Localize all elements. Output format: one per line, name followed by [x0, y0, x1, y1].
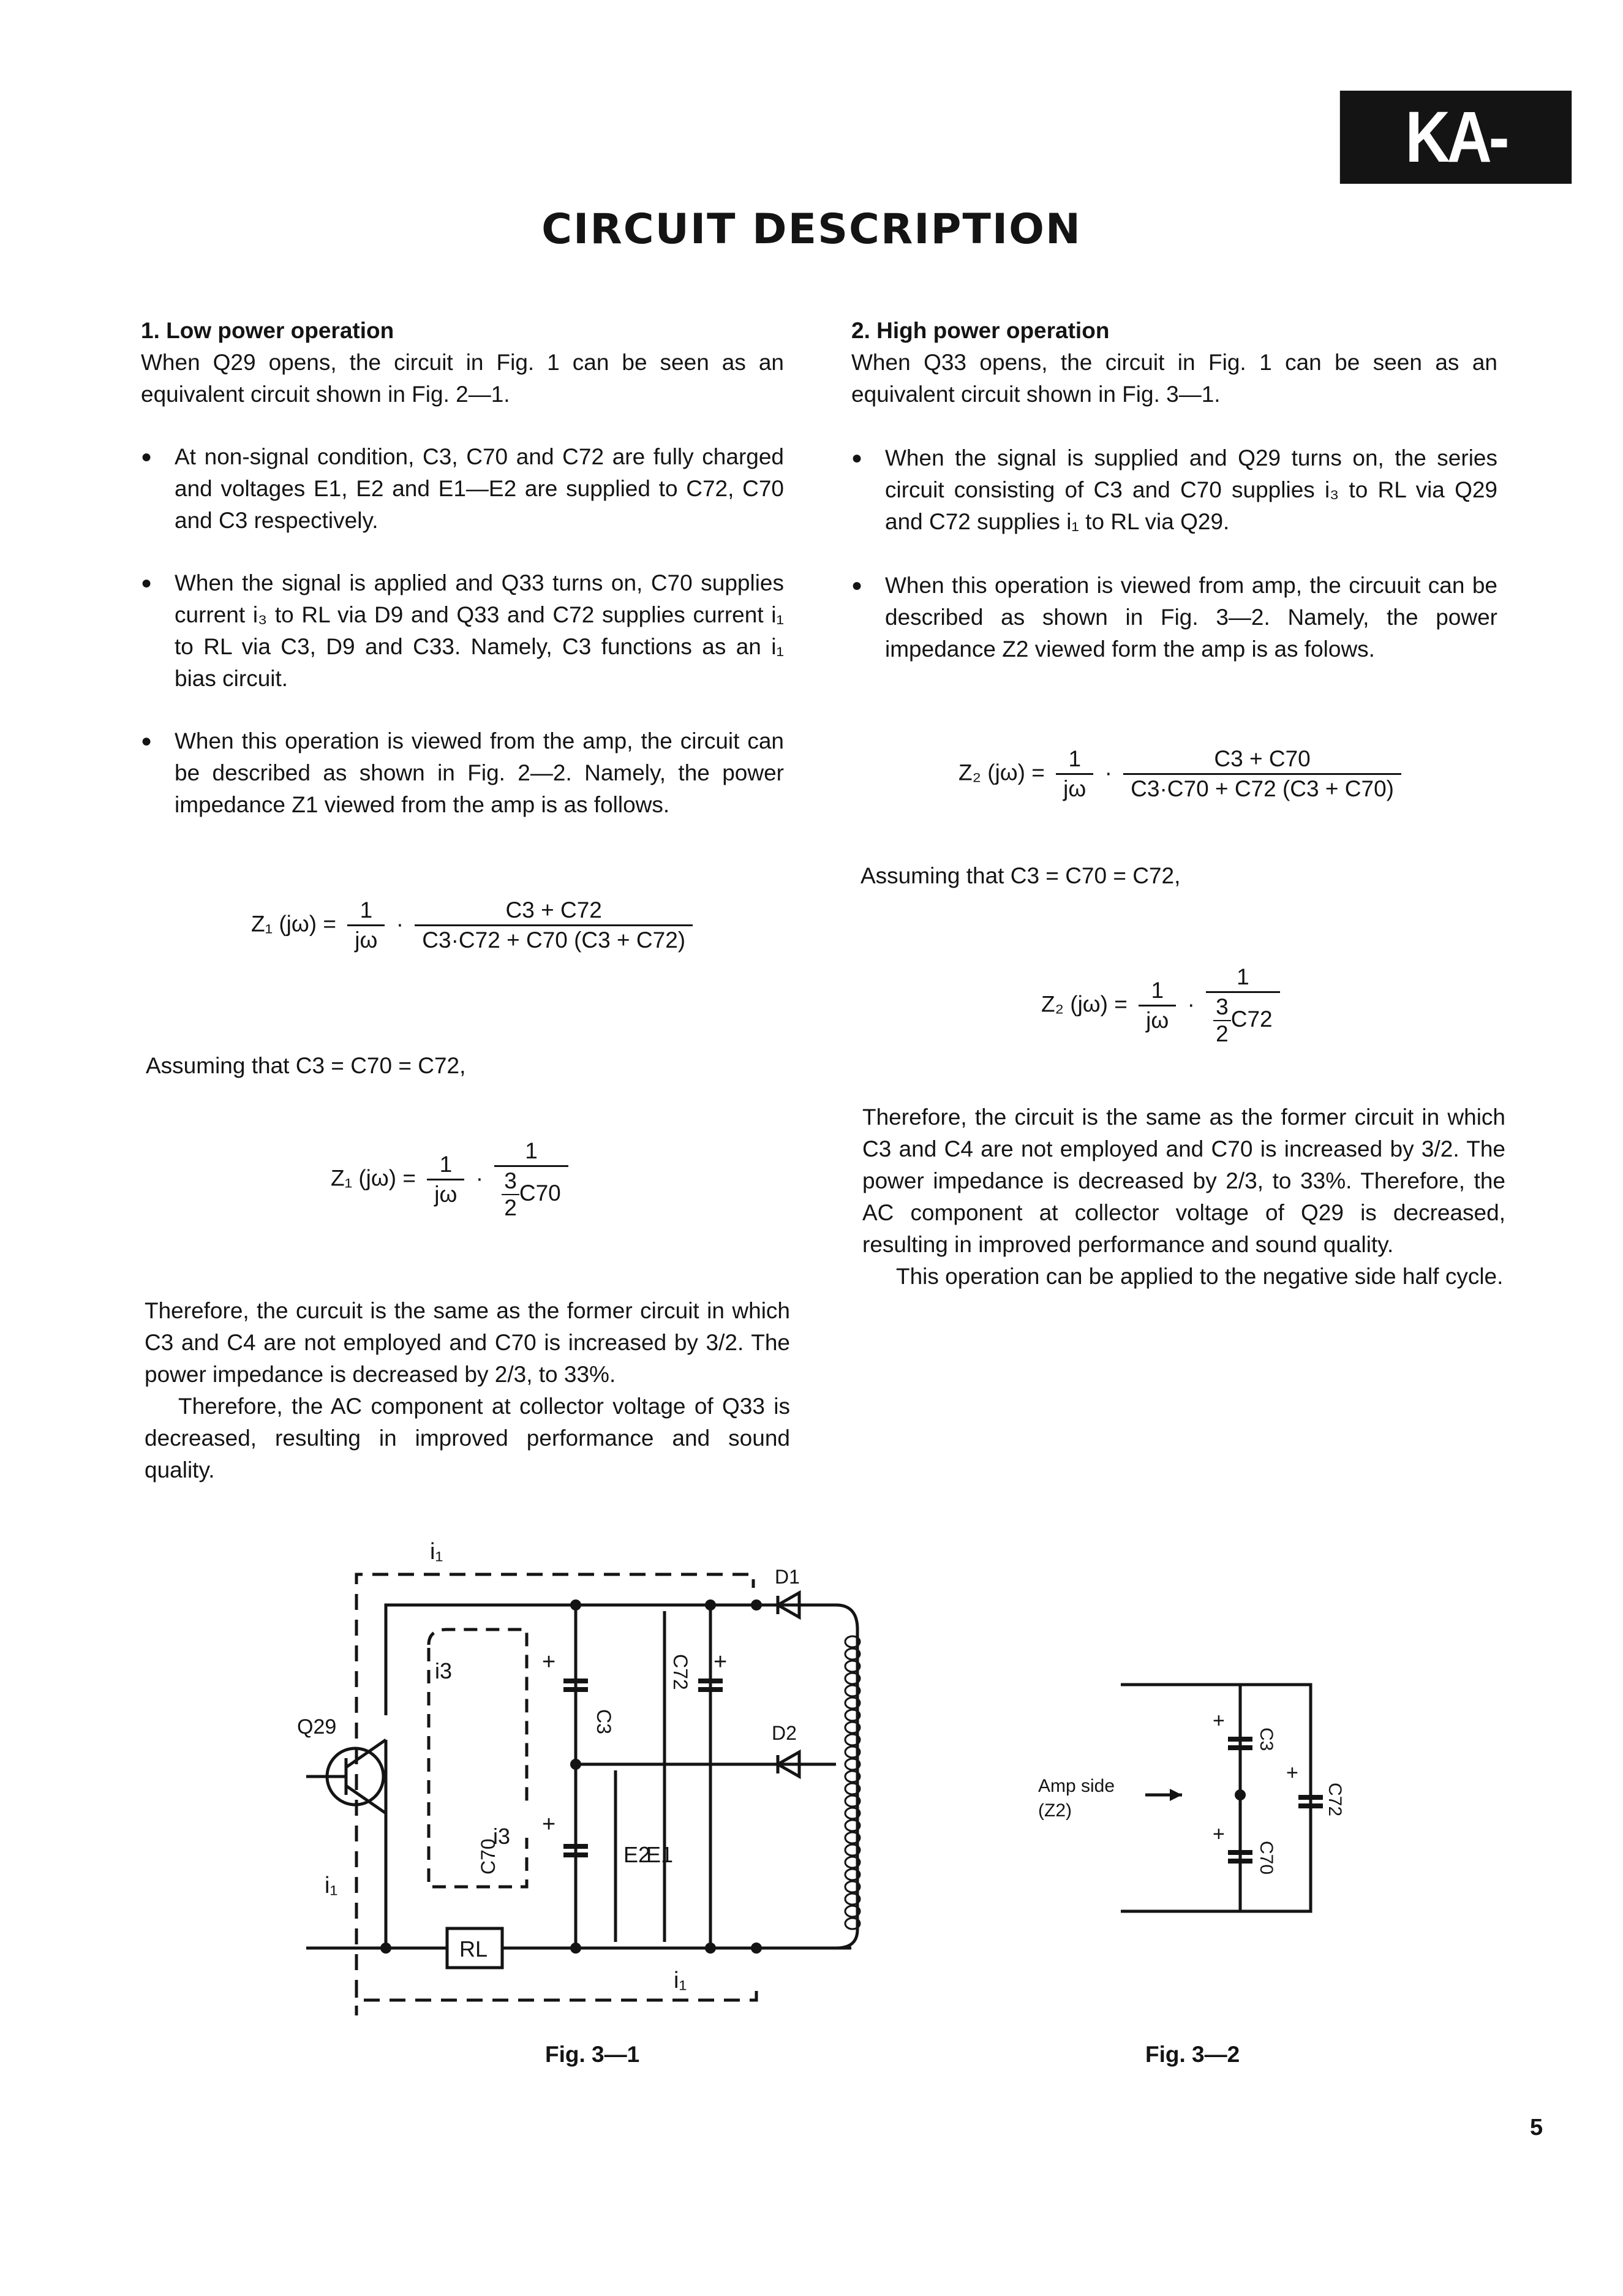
denominator: 2	[504, 1195, 517, 1220]
low-power-bullet-3	[141, 725, 784, 821]
low-power-bullet-2	[141, 567, 784, 695]
dot-operator: ·	[396, 911, 404, 937]
label-d2: D2	[772, 1722, 797, 1744]
c70-plate	[563, 1852, 588, 1857]
bullet-text: ● At non-signal condition, C3, C70 and C72 are fully charged and voltages E1, E2 and E1—E2 are supplied to C72, C70 and C3 respectively.	[141, 441, 784, 537]
formula-z1-simplified	[331, 1138, 759, 1221]
label-i1-top: i₁	[430, 1539, 443, 1565]
denominator: jω	[434, 1182, 458, 1207]
formula-lhs: Z₂ (jω) =	[958, 760, 1045, 785]
label-z2: (Z2)	[1038, 1800, 1072, 1821]
label-i1-left: i₁	[325, 1873, 338, 1898]
denominator	[1206, 993, 1279, 1047]
arrow-right-icon	[1170, 1789, 1182, 1801]
denominator: jω	[355, 927, 378, 953]
capacitor-var: C70	[519, 1180, 561, 1206]
low-power-bullet-1	[141, 441, 784, 537]
c3-plate	[563, 1679, 588, 1683]
numerator: 3	[1213, 994, 1231, 1021]
fraction-one-over-3-2-c	[494, 1138, 568, 1221]
conclusion-text-2: Therefore, the AC component at collector voltage of Q33 is decreased, resulting in improved performance and sound quality.	[145, 1394, 790, 1482]
denominator: jω	[1063, 776, 1086, 801]
denominator	[494, 1167, 568, 1221]
numerator: 3	[502, 1168, 519, 1195]
high-power-bullet-2	[851, 570, 1497, 665]
label-i3-mid: i3	[493, 1824, 511, 1849]
figure-3-2-schematic	[1029, 1666, 1347, 1924]
c3-plate	[563, 1687, 588, 1692]
three-halves	[1213, 994, 1231, 1047]
label-e2: E2	[623, 1842, 651, 1867]
assumption-text: Assuming that C3 = C70 = C72,	[146, 1053, 466, 1078]
fraction-1-over-jw	[347, 897, 385, 953]
fraction-1-over-jw	[427, 1152, 464, 1207]
bullet-text: ● When the signal is supplied and Q29 turns on, the series circuit consisting of C3 and C70 supplies i₃ to RL via Q29 and C72 supplies i₁ to RL via Q29.	[851, 442, 1497, 538]
plus-c3: +	[542, 1649, 556, 1675]
capacitor-var: C72	[1230, 1006, 1273, 1032]
wire-top	[386, 1605, 836, 1715]
conclusion-text: Therefore, the curcuit is the same as the former circuit in which C3 and C4 are not employed and C70 is increased by 3/2. The power impedance is decreased by 2/3, to 33%.	[145, 1298, 790, 1387]
formula-lhs: Z₂ (jω) =	[1041, 991, 1128, 1017]
high-power-bullet-1	[851, 442, 1497, 538]
fraction-one-over-3-2-c	[1206, 964, 1279, 1047]
denominator: 2	[1216, 1021, 1229, 1046]
label-amp-side: Amp side	[1038, 1776, 1115, 1796]
denominator: jω	[1146, 1008, 1169, 1033]
numerator: 1	[427, 1152, 464, 1180]
denominator: C3·C72 + C70 (C3 + C72)	[422, 927, 686, 953]
plus-c72: +	[1286, 1761, 1298, 1784]
i3-dashed-path-top	[429, 1629, 527, 1801]
formula-z1-general	[251, 897, 802, 953]
dot-operator: ·	[475, 1165, 484, 1191]
label-e1: E1	[646, 1842, 674, 1867]
numerator: 1	[1206, 964, 1279, 993]
plus-c72: +	[714, 1649, 728, 1675]
plus-c3: +	[1213, 1709, 1225, 1732]
left-assumption	[146, 1050, 758, 1082]
model-badge: KA-1100SD	[1340, 91, 1572, 184]
label-i1-bottom: i₁	[674, 1968, 687, 1993]
label-c3: C3	[1256, 1728, 1276, 1751]
i1-dashed-path-bottom	[356, 1982, 756, 2000]
right-conclusion	[862, 1101, 1505, 1293]
assumption-text: Assuming that C3 = C70 = C72,	[860, 863, 1181, 888]
right-assumption	[860, 860, 1473, 892]
dot-operator: ·	[1187, 991, 1195, 1017]
left-conclusion	[145, 1295, 790, 1486]
figure-3-1-caption: Fig. 3—1	[545, 2042, 640, 2067]
bullet-text: ● When this operation is viewed from amp, the circuuit can be described as shown in Fig. 3—2. Namely, the power impedance Z2 viewed form the amp is as folows.	[851, 570, 1497, 665]
bullet-text: ● When this operation is viewed from the amp, the circuit can be described as shown in Fig. 2—2. Namely, the power impedance Z1 viewed from the amp is as follows.	[141, 725, 784, 821]
fraction-1-over-jw	[1139, 978, 1176, 1033]
capacitor-symbols	[563, 1679, 723, 1857]
formula-lhs: Z₁ (jω) =	[251, 911, 337, 937]
numerator: 1	[1056, 746, 1093, 775]
figure-3-2-caption: Fig. 3—2	[1145, 2042, 1240, 2067]
plus-c70: +	[1213, 1822, 1225, 1846]
conclusion-text: Therefore, the circuit is the same as the former circuit in which C3 and C4 are not employed and C70 is increased by 3/2. The power impedance is decreased by 2/3, to 33%. Therefore, the AC component at collector voltage of Q29 is decreased, resulting in improved performance and sound quality.	[862, 1105, 1505, 1257]
denominator: C3·C70 + C72 (C3 + C70)	[1131, 776, 1394, 801]
label-c70: C70	[1256, 1841, 1276, 1875]
bullet-text: ● When the signal is applied and Q33 turns on, C70 supplies current i₃ to RL via D9 and Q33 and C72 supplies current i₁ to RL via C3, D9 and C33. Namely, C3 functions as an i₁ bias circuit.	[141, 567, 784, 695]
label-q29: Q29	[297, 1715, 337, 1739]
section-heading-high-power: 2. High power operation	[851, 318, 1110, 343]
conclusion-text-2: This operation can be applied to the negative side half cycle.	[896, 1264, 1504, 1289]
figure-3-1-schematic	[288, 1531, 876, 2015]
label-c72: C72	[1325, 1783, 1345, 1817]
numerator: 1	[494, 1138, 568, 1167]
junction-dots	[380, 1599, 762, 1954]
fraction-capacitance	[415, 897, 693, 953]
label-c3: C3	[593, 1709, 615, 1734]
high-power-intro: When Q33 opens, the circuit in Fig. 1 can be seen as an equivalent circuit shown in Fig. 3—1.	[851, 350, 1497, 407]
dot-operator: ·	[1104, 760, 1112, 785]
numerator: C3 + C72	[415, 897, 693, 926]
section-heading-low-power: 1. Low power operation	[141, 318, 394, 343]
plus-c70: +	[542, 1811, 556, 1837]
three-halves	[502, 1168, 519, 1221]
numerator: 1	[1139, 978, 1176, 1006]
numerator: C3 + C70	[1123, 746, 1401, 775]
formula-z2-general	[958, 746, 1510, 802]
label-c72: C72	[669, 1654, 691, 1690]
formula-z2-simplified	[1041, 964, 1470, 1047]
label-d1: D1	[775, 1566, 800, 1588]
label-i3-top: i3	[435, 1658, 453, 1683]
fraction-1-over-jw	[1056, 746, 1093, 802]
low-power-intro: When Q29 opens, the circuit in Fig. 1 can be seen as an equivalent circuit shown in Fig. 2—1.	[141, 350, 784, 407]
formula-lhs: Z₁ (jω) =	[331, 1165, 416, 1191]
junction-dots	[1235, 1789, 1246, 1800]
c72-plate	[698, 1679, 723, 1683]
page-number: 5	[1530, 2115, 1543, 2140]
label-c70: C70	[477, 1838, 499, 1875]
c70-plate	[563, 1844, 588, 1849]
label-rl: RL	[459, 1936, 488, 1962]
c72-plate	[698, 1687, 723, 1692]
left-column	[141, 315, 784, 410]
page-title: CIRCUIT DESCRIPTION	[541, 205, 1082, 254]
fraction-capacitance	[1123, 746, 1401, 802]
numerator: 1	[347, 897, 385, 926]
right-column	[851, 315, 1497, 410]
